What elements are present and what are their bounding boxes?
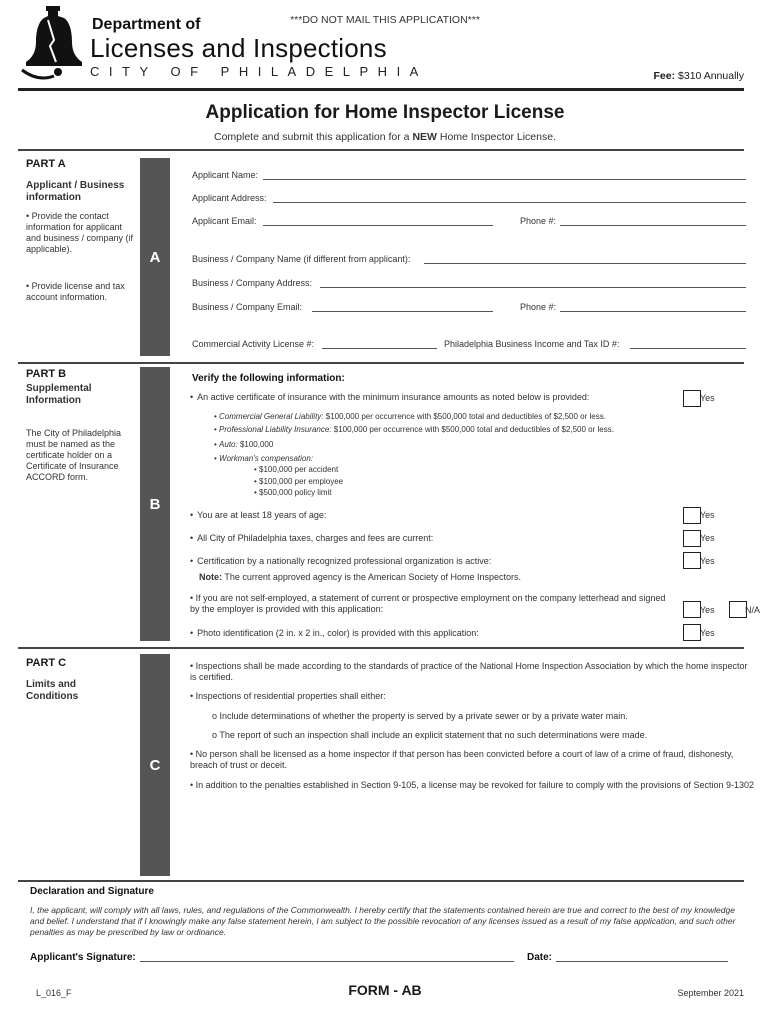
age-item: • You are at least 18 years of age: [190,510,326,521]
form-name: FORM - AB [348,982,422,998]
photo-id-yes-checkbox[interactable] [683,624,701,641]
department-line: Department of [92,16,201,33]
yes-label: Yes [700,393,715,403]
declaration-text: I, the applicant, will comply with all laws, rules, and regulations of the Commonwealth. I hereby certify that the statements contained herein are true and correct to the best of my knowledge and belief. I understand that if I knowingly make any false statement herein, I am subject to the possible revocation of any licenses issued as a result of my false application, and such other penalties as may be prescribed by law or ordinance. [30,905,736,937]
part-a-bullet: • Provide the contact information for applicant and business / company (if applicable). [26,211,134,254]
verify-heading: Verify the following information: [192,373,345,384]
part-c-subtitle: Limits and Conditions [26,679,79,702]
applicant-email-label: Applicant Email: [192,216,257,226]
phone-label: Phone #: [520,216,557,226]
insurance-item: • An active certificate of insurance with the minimum insurance amounts as noted below is provided: [190,392,589,403]
taxes-yes-checkbox[interactable] [683,530,701,547]
declaration-title: Declaration and Signature [30,886,154,897]
section-divider [18,880,744,882]
yes-label: Yes [700,533,715,543]
applicant-address-input[interactable] [273,202,746,203]
wc-item: • Workman's compensation: [214,454,314,463]
photo-id-item: • Photo identification (2 in. x 2 in., color) is provided with this application: [190,628,479,639]
part-c-subitem: o Include determinations of whether the property is served by a private sewer or by a private water main. [212,711,628,721]
part-b-title: PART B [26,368,67,380]
section-divider [18,647,744,649]
fee: Fee: $310 Annually [653,70,744,82]
taxes-item: • All City of Philadelphia taxes, charges and fees are current: [190,533,433,544]
pli-item: • Professional Liability Insurance: $100,000 per occurrence with $500,000 total and deductibles of $2,500 or less. [214,425,614,434]
business-address-label: Business / Company Address: [192,278,313,288]
signature-input[interactable] [140,961,514,962]
part-c-item: • Inspections shall be made according to the standards of practice of the National Home Inspection Association by which the home inspector is certified. [190,661,748,682]
part-c-letter: C [140,654,170,876]
business-address-input[interactable] [320,287,746,288]
yes-label: Yes [700,628,715,638]
licenses-inspections-line: Licenses and Inspections [90,33,387,63]
part-c-subitem: o The report of such an inspection shall include an explicit statement that no such determinations were made. [212,730,648,740]
cgl-item: • Commercial General Liability: $100,000 per occurrence with $500,000 total and deductibles of $2,500 or less. [214,412,606,421]
tax-id-label: Philadelphia Business Income and Tax ID #: [444,339,620,349]
yes-label: Yes [700,605,715,615]
header-divider [18,88,744,91]
applicant-email-input[interactable] [263,225,493,226]
page-subtitle: Complete and submit this application for a NEW Home Inspector License. [213,131,556,143]
business-email-label: Business / Company Email: [192,302,303,312]
do-not-mail-notice: ***DO NOT MAIL THIS APPLICATION*** [290,14,480,26]
section-divider [18,149,744,151]
wc-subitem: • $100,000 per employee [254,477,344,486]
yes-label: Yes [700,556,715,566]
part-c-title: PART C [26,657,67,669]
page-title: Application for Home Inspector License [205,102,565,123]
business-email-input[interactable] [312,311,493,312]
city-line: CITY OF PHILADELPHIA [90,64,428,79]
section-divider [18,362,744,364]
applicant-name-input[interactable] [263,179,746,180]
part-b-subtitle: Supplemental Information [26,383,92,406]
part-c-item: • In addition to the penalties established in Section 9-105, a license may be revoked for failure to comply with the provisions of Section 9-1302 [190,780,754,790]
business-phone-input[interactable] [560,311,746,312]
applicant-name-label: Applicant Name: [192,170,259,180]
tax-id-input[interactable] [630,348,746,349]
employment-item: • If you are not self-employed, a statement of current or prospective employment on the company letterhead and signed by the employer is provided with this application: [190,593,666,614]
signature-label: Applicant's Signature: [30,952,136,963]
insurance-yes-checkbox[interactable] [683,390,701,407]
wc-subitem: • $500,000 policy limit [254,488,332,497]
part-c-item: • Inspections of residential properties shall either: [190,691,386,701]
part-a-bullet: • Provide license and tax account information. [26,281,125,302]
yes-label: Yes [700,510,715,520]
part-a-letter: A [140,158,170,356]
na-label: N/A [745,605,761,615]
commercial-activity-license-label: Commercial Activity License #: [192,339,315,349]
form-date: September 2021 [677,988,744,998]
date-input[interactable] [556,961,728,962]
certification-item: • Certification by a nationally recognized professional organization is active: [190,556,491,567]
part-c-item: • No person shall be licensed as a home inspector if that person has been convicted before a court of law of a crime of fraud, dishonesty, breach of trust or deceit. [190,749,734,770]
part-a-subtitle: Applicant / Business information [26,180,125,203]
part-b-letter: B [140,367,170,641]
phone-input[interactable] [560,225,746,226]
certification-yes-checkbox[interactable] [683,552,701,569]
business-name-label: Business / Company Name (if different from applicant): [192,254,411,264]
employment-yes-checkbox[interactable] [683,601,701,618]
commercial-activity-license-input[interactable] [322,348,437,349]
form-code: L_016_F [36,988,72,998]
date-label: Date: [527,952,553,963]
auto-item: • Auto: $100,000 [214,440,274,449]
business-phone-label: Phone #: [520,302,557,312]
business-name-input[interactable] [424,263,746,264]
wc-subitem: • $100,000 per accident [254,465,339,474]
age-yes-checkbox[interactable] [683,507,701,524]
part-a-title: PART A [26,158,66,170]
applicant-address-label: Applicant Address: [192,193,267,203]
part-b-side-note: The City of Philadelphia must be named as the certificate holder on a Certificate of Insurance ACCORD form. [26,428,122,482]
certification-note: Note: The current approved agency is the American Society of Home Inspectors. [199,572,521,582]
